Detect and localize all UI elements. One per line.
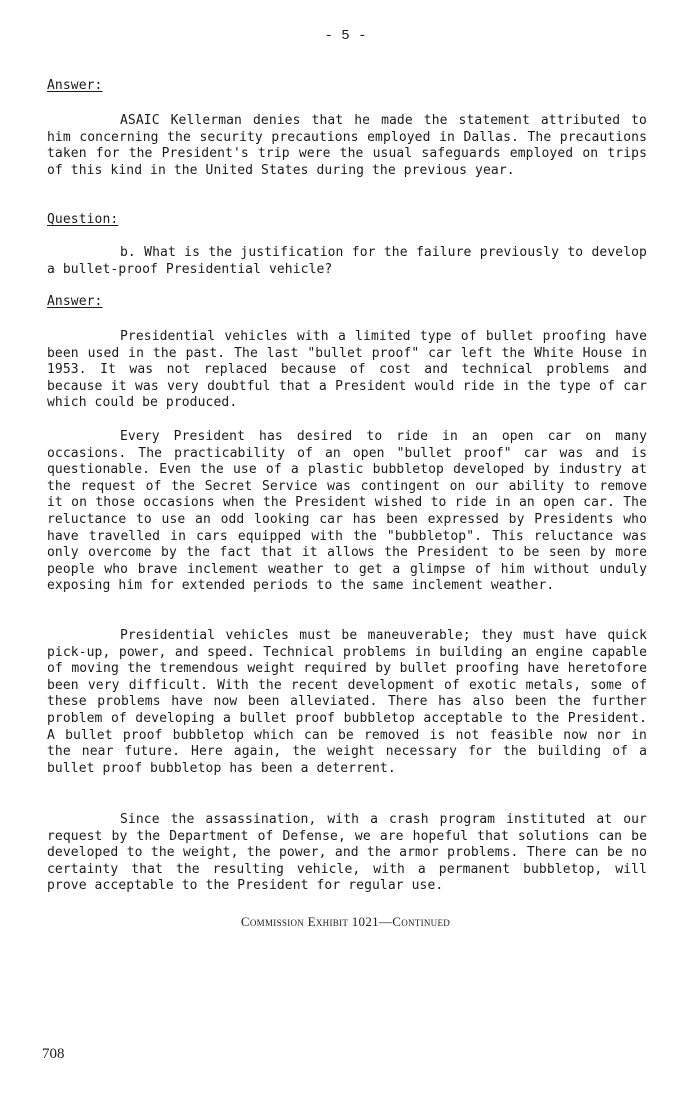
page-number: - 5 - <box>324 28 367 44</box>
answer-paragraph: Presidential vehicles must be maneuverable; they must have quick pick-up, power, and speed. Technical problems in building an engine capable of moving the tremendous weight required by bullet proofing have heretofore been very difficult. With the recent development of exotic metals, some of these problems have now been alleviated. There has also been the further problem of developing a bullet proof bubbletop acceptable to the President. A bullet proof bubbletop which can be removed is not feasible now nor in the near future. Here again, the weight necessary for the building of a bullet proof bubbletop has been a deterrent. <box>47 628 647 776</box>
folio-page-number: 708 <box>42 1046 65 1062</box>
question-paragraph: b. What is the justification for the failure previously to develop a bullet-proof Presidential vehicle? <box>47 245 647 277</box>
answer-label: Answer: <box>47 78 103 93</box>
answer-label: Answer: <box>47 294 103 309</box>
question-label: Question: <box>47 212 119 227</box>
answer-paragraph: Presidential vehicles with a limited type of bullet proofing have been used in the past. The last "bullet proof" car left the White House in 1953. It was not replaced because of cost and technical problems and because it was very doubtful that a President would ride in the type of car which could be produced. <box>47 329 647 411</box>
exhibit-caption-text: Commission Exhibit 1021—Continued <box>240 914 451 929</box>
answer-paragraph: ASAIC Kellerman denies that he made the statement attributed to him concerning the security precautions employed in Dallas. The precautions taken for the President's trip were the usual safeguards employed on trips of this kind in the United States during the previous year. <box>47 113 647 178</box>
answer-paragraph: Since the assassination, with a crash program instituted at our request by the Department of Defense, we are hopeful that solutions can be developed to the weight, the power, and the armor problems. There can be no certainty that the resulting vehicle, with a permanent bubbletop, will prove acceptable to the President for regular use. <box>47 812 647 894</box>
exhibit-caption <box>0 914 691 930</box>
answer-paragraph: Every President has desired to ride in an open car on many occasions. The practicability of an open "bullet proof" car was and is questionable. Even the use of a plastic bubbletop developed by industry at the request of the Secret Service was contingent on our ability to remove it on those occasions when the President wished to ride in an open car. The reluctance to use an odd looking car has been expressed by Presidents who have travelled in cars equipped with the "bubbletop". This reluctance was only overcome by the fact that it allows the President to be seen by more people who brave inclement weather to get a glimpse of him without unduly exposing him for extended periods to the same inclement weather. <box>47 429 647 594</box>
